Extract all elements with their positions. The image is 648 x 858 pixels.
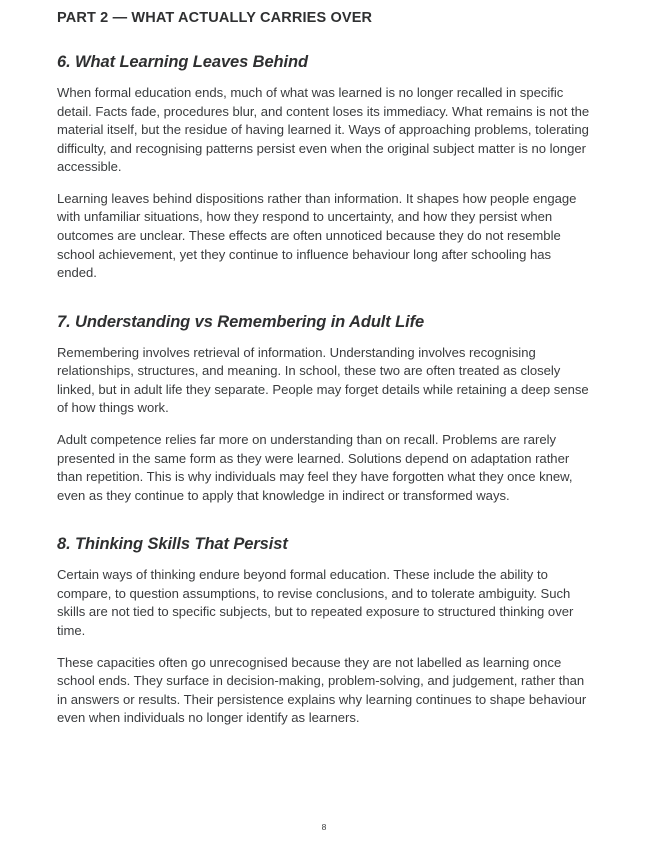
section-heading-6: 6. What Learning Leaves Behind: [57, 53, 308, 72]
section-heading-8: 8. Thinking Skills That Persist: [57, 535, 288, 554]
page-number: 8: [321, 822, 327, 832]
page-content: [57, 0, 590, 728]
section-8-paragraph-1: Certain ways of thinking endure beyond formal education. These include the ability to compare, to question assumptions, to revise conclusions, and to tolerate ambiguity. Such skills are not tied to specific subjects, but to repeated exposure to structured thinking over time.: [57, 567, 574, 638]
part-title: PART 2 — WHAT ACTUALLY CARRIES OVER: [57, 10, 373, 26]
section-6-paragraph-1: When formal education ends, much of what was learned is no longer recalled in specific detail. Facts fade, procedures blur, and content loses its immediacy. What remains is not the material itself, but the residue of having learned it. Ways of approaching problems, tolerating difficulty, and recognising patterns persist even when the original subject matter is no longer accessible.: [57, 84, 590, 175]
section-7-paragraph-1: Remembering involves retrieval of information. Understanding involves recognising relationships, structures, and meaning. In school, these two are often treated as closely linked, but in adult life they separate. People may forget details while retaining a deep sense of how things work.: [57, 344, 589, 416]
section-7-paragraph-2: Adult competence relies far more on understanding than on recall. Problems are rarely presented in the same form as they were learned. Solutions depend on adaptation rather than repetition. This is why individuals may feel they have forgotten what they once knew, even as they continue to apply that knowledge in indirect or transformed ways.: [57, 432, 573, 503]
section-6-paragraph-2: Learning leaves behind dispositions rather than information. It shapes how people engage with unfamiliar situations, how they respond to uncertainty, and how they persist when outcomes are unclear. These effects are often unnoticed because they do not resemble school achievement, yet they continue to influence behaviour long after schooling has ended.: [57, 190, 577, 281]
section-8-paragraph-2: These capacities often go unrecognised because they are not labelled as learning once school ends. They surface in decision-making, problem-solving, and judgement, rather than in answers or results. Their persistence explains why learning continues to shape behaviour even when individuals no longer identify as learners.: [57, 654, 587, 726]
section-heading-7: 7. Understanding vs Remembering in Adult Life: [57, 312, 425, 331]
